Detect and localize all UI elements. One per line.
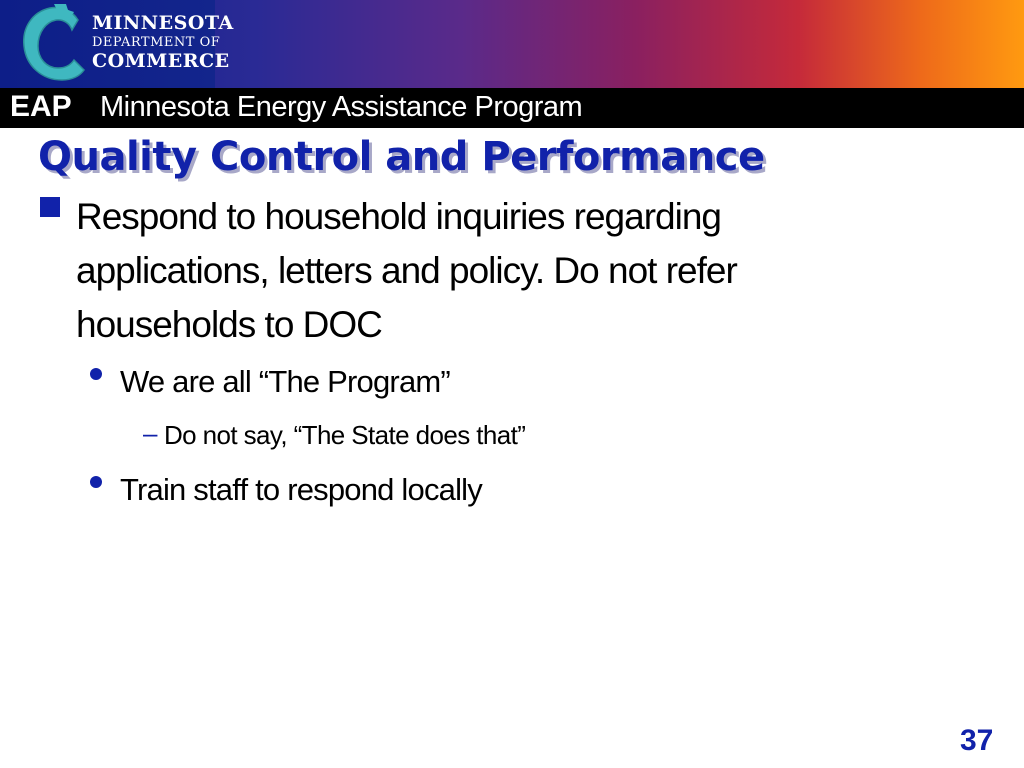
square-bullet-icon — [40, 197, 60, 217]
agency-name — [92, 14, 234, 71]
bullet-level-2-train: Train staff to respond locally — [120, 472, 482, 507]
program-abbr: EAP — [10, 90, 72, 123]
program-name: Minnesota Energy Assistance Program — [100, 91, 583, 123]
agency-line-2: DEPARTMENT OF — [92, 35, 221, 50]
round-bullet-icon — [90, 368, 102, 380]
page-number: 37 — [960, 724, 994, 757]
dash-bullet-icon: – — [143, 418, 158, 448]
round-bullet-icon — [90, 476, 102, 488]
bullet-level-2-we-are: We are all “The Program” — [120, 364, 450, 399]
commerce-c-logo-icon — [14, 2, 94, 86]
bullet-level-1: Respond to household inquiries regarding applications, letters and policy. Do not refer households to DOC — [76, 196, 737, 345]
slide-title: Quality Control and Performance — [38, 134, 765, 180]
bullet-level-3: Do not say, “The State does that” — [164, 420, 526, 450]
agency-line-1: MINNESOTA — [92, 12, 234, 34]
agency-line-3: COMMERCE — [92, 50, 230, 72]
department-logo — [0, 0, 234, 88]
program-bar — [0, 88, 1024, 128]
